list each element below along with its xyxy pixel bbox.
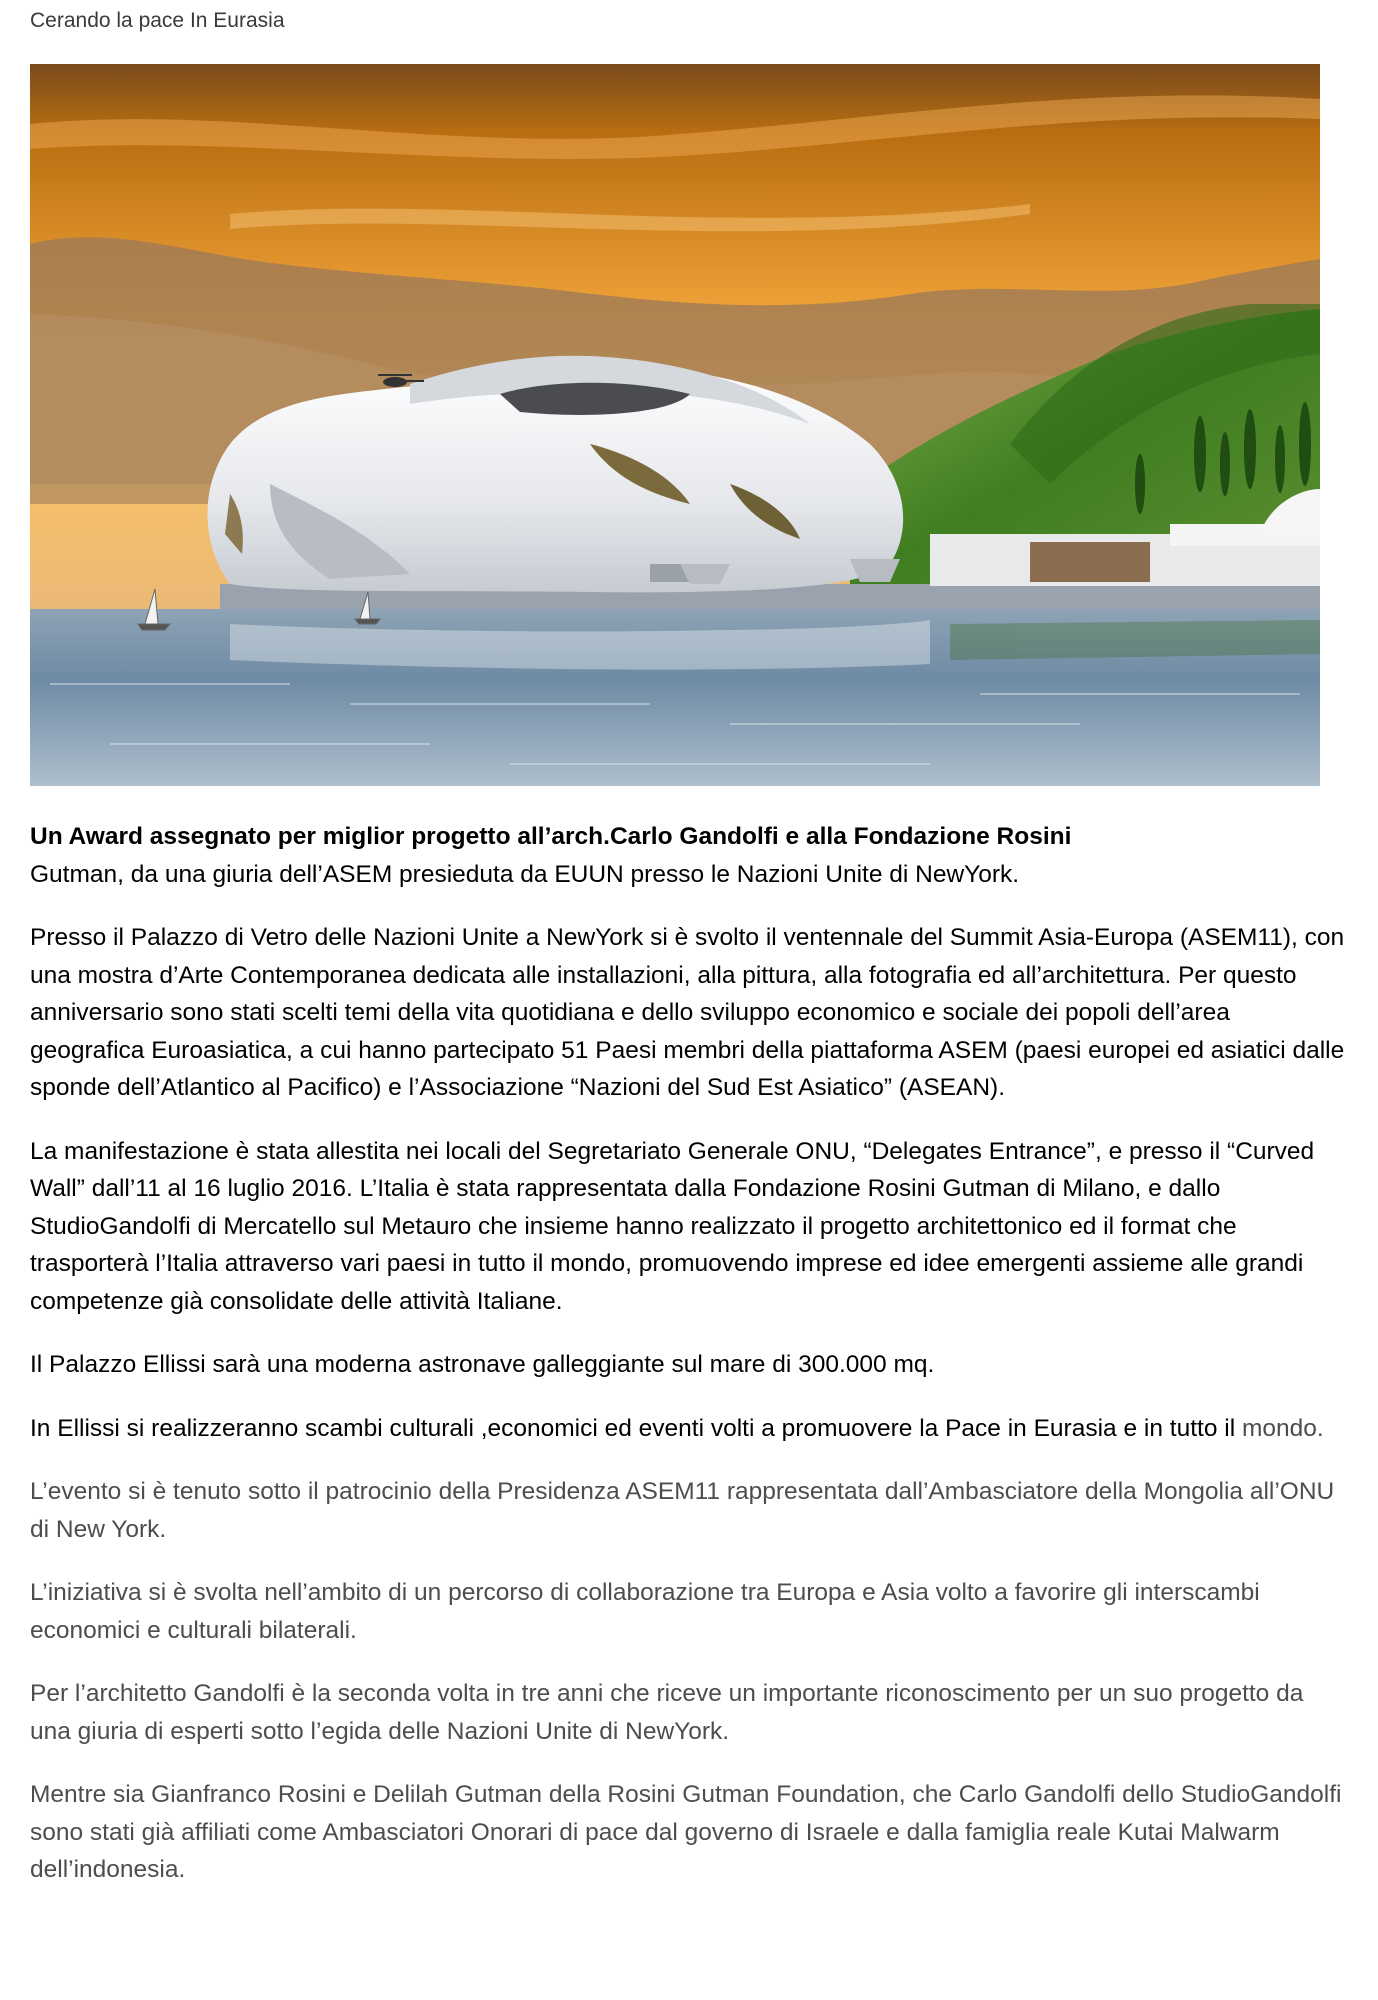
article-paragraph: [30, 1410, 1348, 1448]
hero-image: [30, 64, 1320, 786]
article-paragraph: Il Palazzo Ellissi sarà una moderna astronave galleggiante sul mare di 300.000 mq.: [30, 1351, 935, 1378]
article-paragraph: L’evento si è tenuto sotto il patrocinio della Presidenza ASEM11 rappresentata dall’Ambasciatore della Mongolia all’ONU di New York.: [30, 1478, 1335, 1543]
article-lead: [30, 818, 1348, 893]
article-paragraph-tail: mondo.: [1235, 1414, 1324, 1442]
article-paragraph: Per l’architetto Gandolfi è la seconda volta in tre anni che riceve un importante riconoscimento per un suo progetto da una giuria di esperti sotto l’egida delle Nazioni Unite di NewYork.: [30, 1680, 1304, 1745]
article-lead-bold: Un Award assegnato per miglior progetto all’arch.Carlo Gandolfi e alla Fondazione Rosini: [30, 823, 1072, 850]
article-paragraph: Mentre sia Gianfranco Rosini e Delilah Gutman della Rosini Gutman Foundation, che Carlo Gandolfi dello StudioGandolfi sono stati già affiliati come Ambasciatori Onorari di pace dal governo di Israele e dalla famiglia reale Kutai Malwarm dell’indonesia.: [30, 1781, 1342, 1883]
article-paragraph: L’iniziativa si è svolta nell’ambito di un percorso di collaborazione tra Europa e Asia volto a favorire gli interscambi economici e culturali bilaterali.: [30, 1579, 1260, 1644]
article-paragraph-main: In Ellissi si realizzeranno scambi culturali ,economici ed eventi volti a promuovere la Pace in Eurasia e in tutto il: [30, 1414, 1236, 1442]
article-paragraph: Presso il Palazzo di Vetro delle Nazioni Unite a NewYork si è svolto il ventennale del Summit Asia-Europa (ASEM11), con una mostra d’Arte Contemporanea dedicata alle installazioni, alla pittura, alla fotografia ed all’architettura. Per questo anniversario sono stati scelti temi della vita quotidiana e dello sviluppo economico e sociale dei popoli dell’area geografica Euroasiatica, a cui hanno partecipato 51 Paesi membri della piattaforma ASEM (paesi europei ed asiatici dalle sponde dell’Atlantico al Pacifico) e l’Associazione “Nazioni del Sud Est Asiatico” (ASEAN).: [30, 924, 1345, 1101]
article-paragraph: La manifestazione è stata allestita nei locali del Segretariato Generale ONU, “Delegates Entrance”, e presso il “Curved Wall” dall’11 al 16 luglio 2016. L’Italia è stata rappresentata dalla Fondazione Rosini Gutman di Milano, e dallo StudioGandolfi di Mercatello sul Metauro che insieme hanno realizzato il progetto architettonico ed il format che trasporterà l’Italia attraverso vari paesi in tutto il mondo, promuovendo imprese ed idee emergenti assieme alle grandi competenze già consolidate delle attività Italiane.: [30, 1137, 1315, 1315]
article-lead-rest: Gutman, da una giuria dell’ASEM presieduta da EUUN presso le Nazioni Unite di NewYork.: [30, 860, 1020, 888]
page-header-title: Cerando la pace In Eurasia: [30, 9, 285, 32]
article-body: [30, 818, 1348, 1915]
